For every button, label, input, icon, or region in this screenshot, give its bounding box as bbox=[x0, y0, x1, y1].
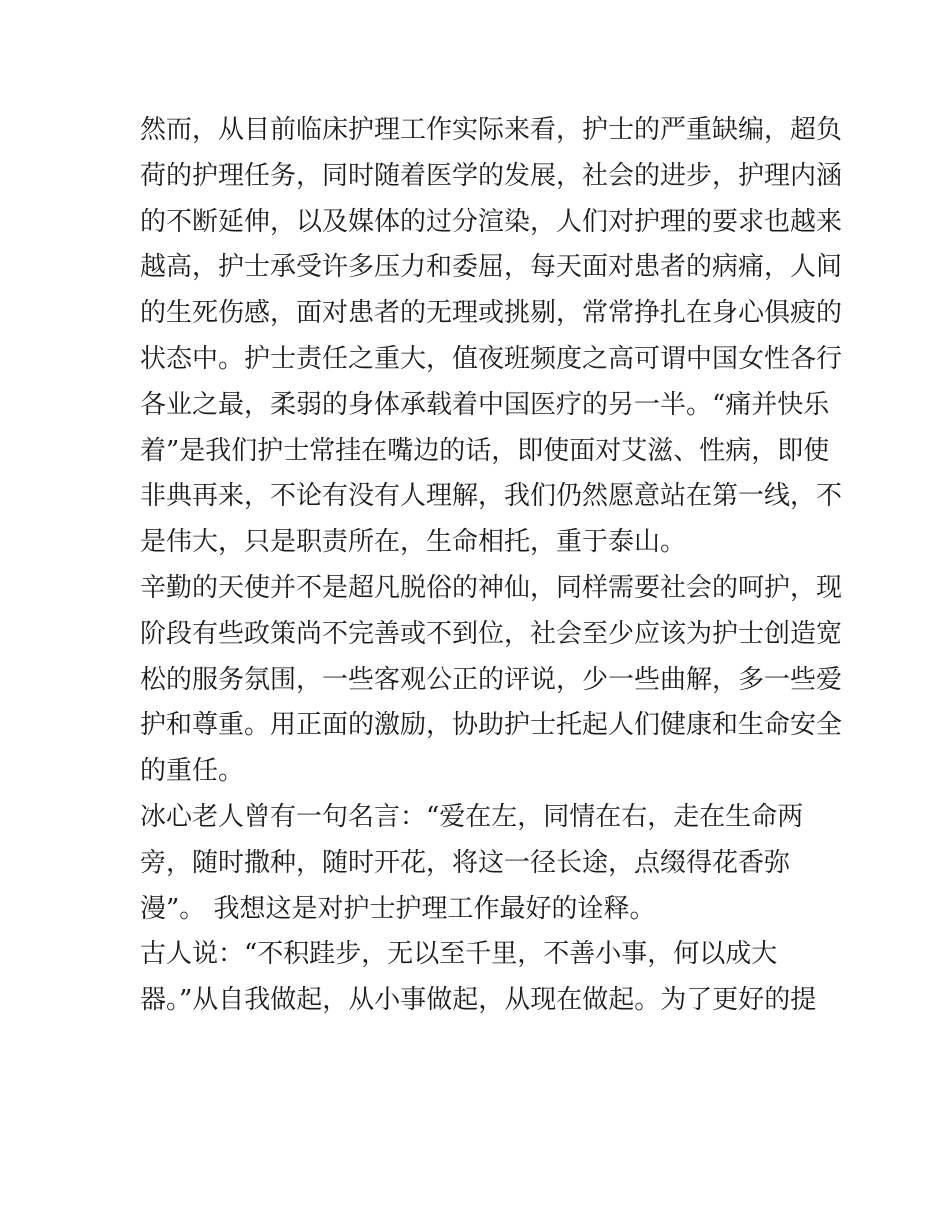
text-line: 旁，随时撒种，随时开花，将这一径长途，点缀得花香弥 bbox=[140, 847, 791, 878]
text-line: 着”是我们护士常挂在嘴边的话，即使面对艾滋、性病，即使 bbox=[140, 435, 830, 466]
text-line: 的不断延伸，以及媒体的过分渲染，人们对护理的要求也越来 bbox=[140, 206, 843, 237]
text-line: 器。”从自我做起，从小事做起，从现在做起。为了更好的提 bbox=[140, 985, 817, 1016]
text-line: 非典再来，不论有没有人理解，我们仍然愿意站在第一线，不 bbox=[140, 481, 843, 512]
text-line: 然而，从目前临床护理工作实际来看，护士的严重缺编，超负 bbox=[140, 115, 843, 145]
text-line: 的生死伤感，面对患者的无理或挑剔，常常挣扎在身心俱疲的 bbox=[140, 298, 843, 329]
text-line: 漫”。 我想这是对护士护理工作最好的诠释。 bbox=[140, 893, 656, 924]
body-text bbox=[140, 108, 843, 1024]
text-line: 冰心老人曾有一句名言：“爱在左，同情在右，走在生命两 bbox=[140, 801, 804, 832]
text-line: 是伟大，只是职责所在，生命相托，重于泰山。 bbox=[140, 527, 687, 558]
text-line: 松的服务氛围，一些客观公正的评说，少一些曲解，多一些爱 bbox=[140, 664, 843, 695]
text-line: 状态中。护士责任之重大，值夜班频度之高可谓中国女性各行 bbox=[140, 343, 843, 374]
text-line: 护和尊重。用正面的激励，协助护士托起人们健康和生命安全 bbox=[140, 710, 843, 741]
text-line: 的重任。 bbox=[140, 756, 245, 787]
text-line: 辛勤的天使并不是超凡脱俗的神仙，同样需要社会的呵护，现 bbox=[140, 572, 843, 603]
text-line: 越高，护士承受许多压力和委屈，每天面对患者的病痛，人间 bbox=[140, 252, 843, 283]
text-line: 阶段有些政策尚不完善或不到位，社会至少应该为护士创造宽 bbox=[140, 618, 843, 649]
text-line: 古人说：“不积跬步，无以至千里，不善小事，何以成大 bbox=[140, 939, 778, 970]
text-line: 各业之最，柔弱的身体承载着中国医疗的另一半。“痛并快乐 bbox=[140, 389, 830, 420]
text-line: 荷的护理任务，同时随着医学的发展，社会的进步，护理内涵 bbox=[140, 160, 843, 191]
